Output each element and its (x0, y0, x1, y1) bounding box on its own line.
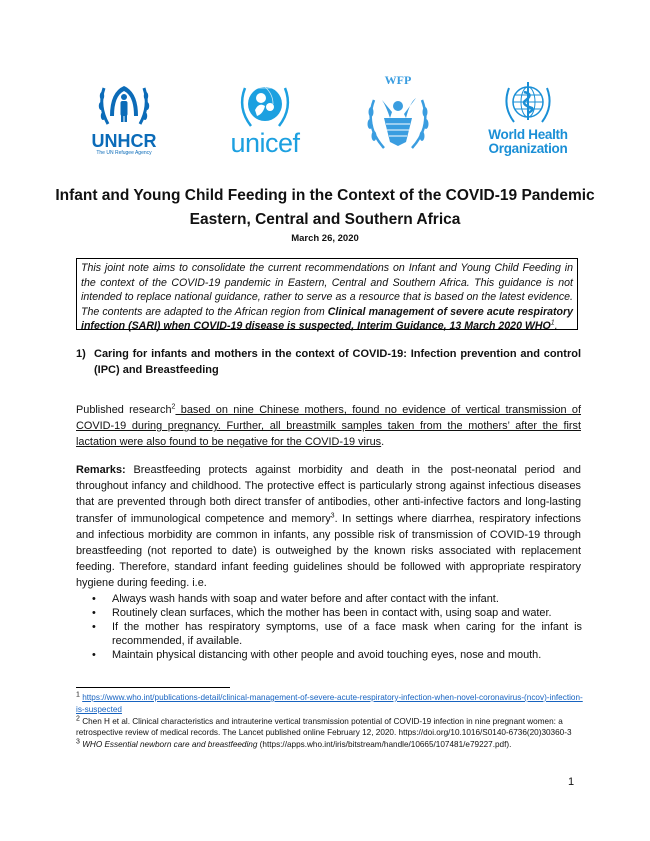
unicef-wordmark: unicef (230, 128, 300, 158)
who-logo (483, 80, 573, 156)
unhcr-logo (86, 80, 162, 156)
intro-source-title: Clinical management of severe acute respiratory infection (SARI) when COVID-19 disease is suspected, Interim Guidance, 13 March 2020 WHO (81, 305, 573, 332)
list-item (90, 620, 582, 648)
document-title: Infant and Young Child Feeding in the Context of the COVID-19 Pandemic (55, 187, 595, 204)
footnote-ref-3[interactable]: 3 (330, 511, 335, 519)
unhcr-emblem-icon (94, 80, 154, 130)
research-finding: based on nine Chinese mothers, found no evidence of vertical transmission of COVID-19 during pregnancy. Further, all breastmilk samples taken from the mothers’ after the first lactation were also found to be negative for the COVID-19 virus (76, 404, 581, 449)
unhcr-wordmark: UNHCR (91, 131, 157, 151)
wfp-wordmark: WFP (384, 73, 412, 87)
footnote-2-text: Chen H et al. Clinical characteristics and intrauterine vertical transmission potential of COVID-19 infection in nine pregnant women: a retrospective review of medical records. The Lancet published online February 12, 2020. https://doi.org/10.1016/S0140-6736(20)30360-3 (76, 716, 572, 738)
footnote-number: 2 (76, 714, 80, 722)
who-wordmark-line2: Organization (488, 141, 568, 156)
remarks-text-a: Breastfeeding protects against morbidity and death in the post-neonatal period and throughout infancy and childhood. The protective effect is particularly strong against infectious diseases that are prevented through both direct transfer of antibodies, other anti-infective factors and long-lasting transfer of immunological competence and memory (76, 464, 581, 525)
list-item-text: Routinely clean surfaces, which the mother has been in contact with, using soap and water. (112, 607, 552, 619)
wfp-emblem-icon (362, 88, 434, 160)
footnote-number: 1 (76, 691, 80, 699)
footnote-ref-1[interactable]: 1 (550, 319, 555, 327)
unicef-logo (223, 80, 307, 156)
document-date: March 26, 2020 (291, 233, 359, 244)
research-end: . (381, 436, 385, 449)
intro-text: This joint note aims to consolidate the current recommendations on Infant and Young Child Feeding in the context of the COVID-19 pandemic in Eastern, Central and Southern Africa. This guidance is not intended to replace national guidance, rather to serve as a resource that is based on the latest evidence. The contents are adapted to the African region from (81, 262, 573, 318)
partner-logos (78, 73, 578, 165)
wfp-logo (358, 73, 438, 160)
document-subtitle: Eastern, Central and Southern Africa (189, 211, 461, 228)
intro-note-box (76, 258, 578, 330)
list-item (90, 592, 582, 606)
remarks-text-b: . In settings where diarrhea, respiratory infections and infectious morbidity are common in infants, any possible risk of transmission of COVID-19 through breastfeeding (not reported to date) is outweighed by the known risks associated with replacement feeding. Therefore, standard infant feeding guidelines should be followed with appropriate respiratory hygiene during feeding. i.e. (76, 512, 581, 590)
bullet-icon: • (92, 621, 96, 633)
footnote-number: 3 (76, 738, 80, 746)
list-item-text: Always wash hands with soap and water before and after contact with the infant. (112, 593, 499, 605)
list-item-text: Maintain physical distancing with other people and avoid touching eyes, nose and mouth. (112, 649, 542, 661)
list-item-text: If the mother has respiratory symptoms, use of a face mask when caring for the infant is recommended, if available. (112, 621, 582, 647)
unhcr-tagline: The UN Refugee Agency (96, 150, 152, 156)
footnotes (76, 692, 586, 751)
intro-text-end: . (554, 320, 558, 332)
footnote-1 (76, 692, 586, 716)
unicef-emblem-icon (235, 80, 295, 132)
section-number: 1) (76, 348, 86, 360)
footnote-3-title: WHO Essential newborn care and breastfeeding (82, 740, 258, 750)
footnote-3 (76, 739, 586, 751)
footnote-1-link[interactable]: https://www.who.int/publications-detail/clinical-management-of-severe-acute-respiratory-infection-when-novel-coronavirus-(ncov)-infection-is-suspected (76, 693, 583, 714)
bullet-icon: • (92, 593, 96, 605)
who-emblem-icon (500, 80, 556, 128)
footnote-ref-2[interactable]: 2 (171, 403, 176, 411)
list-item (90, 648, 582, 662)
list-item (90, 606, 582, 620)
bullet-icon: • (92, 649, 96, 661)
research-lead: Published research (76, 404, 172, 416)
page-number: 1 (568, 776, 575, 788)
footnote-3-text: (https://apps.who.int/iris/bitstream/handle/10665/107481/e79227.pdf). (257, 740, 512, 750)
hygiene-bullet-list (90, 592, 582, 662)
section-title: Caring for infants and mothers in the context of COVID-19: Infection prevention and control (IPC) and Breastfeeding (94, 348, 581, 376)
remarks-label: Remarks: (76, 464, 126, 476)
who-wordmark-line1: World Health (488, 127, 568, 142)
footnote-2 (76, 716, 586, 740)
bullet-icon: • (92, 607, 96, 619)
section-1-heading (76, 346, 581, 378)
remarks-paragraph (76, 462, 581, 592)
footnote-divider (76, 687, 230, 688)
research-paragraph (76, 402, 581, 451)
